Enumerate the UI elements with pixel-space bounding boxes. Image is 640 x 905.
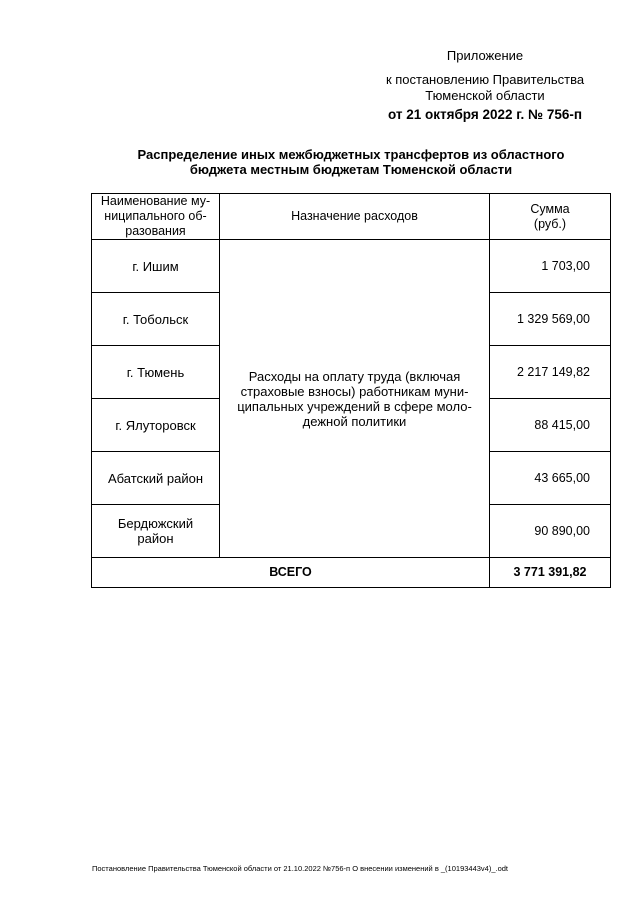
total-sum: 3 771 391,82	[490, 558, 611, 588]
expense-purpose-line3: ципальных учреждений в сфере моло-	[237, 398, 472, 414]
header-purpose: Назначение расходов	[220, 194, 490, 240]
header-sum-line2: (руб.)	[533, 216, 567, 231]
municipality-name: г. Ялуторовск	[92, 399, 220, 452]
appendix-reference-line2: Тюменской области	[425, 88, 545, 103]
expense-purpose-line2: страховые взносы) работникам муни-	[240, 383, 469, 399]
appendix-reference	[340, 72, 630, 104]
document-heading-line2: бюджета местным бюджетам Тюменской области	[189, 162, 513, 177]
sum-value: 88 415,00	[490, 399, 611, 452]
sum-value: 2 217 149,82	[490, 346, 611, 399]
transfers-table	[91, 193, 611, 588]
expense-purpose	[220, 240, 490, 558]
total-label: ВСЕГО	[92, 558, 490, 588]
header-municipality-line1: Наименование му-	[100, 194, 211, 208]
header-sum-line1: Сумма	[530, 201, 570, 216]
table-row	[92, 240, 611, 293]
appendix-date: от 21 октября 2022 г. № 756-п	[387, 107, 583, 122]
municipality-name: г. Тюмень	[92, 346, 220, 399]
document-heading-line1: Распределение иных межбюджетных трансфертов из областного	[137, 147, 565, 162]
header-municipality-line2: ниципального об-	[104, 209, 207, 223]
expense-purpose-line1: Расходы на оплату труда (включая	[248, 368, 461, 384]
page-footer: Постановление Правительства Тюменской области от 21.10.2022 №756-п О внесении изменений в _(10193443v4)_.odt	[92, 864, 509, 873]
appendix-title: Приложение	[446, 48, 524, 63]
municipality-name-line1: Бердюжский	[117, 516, 194, 531]
document-heading	[92, 147, 610, 177]
header-municipality-line3: разования	[125, 224, 186, 238]
header-sum	[490, 194, 611, 240]
municipality-name-line2: район	[137, 531, 174, 546]
municipality-name: г. Ишим	[92, 240, 220, 293]
municipality-name: Абатский район	[92, 452, 220, 505]
expense-purpose-line4: дежной политики	[302, 413, 407, 429]
total-row	[92, 558, 611, 588]
sum-value: 90 890,00	[490, 505, 611, 558]
appendix-reference-line1: к постановлению Правительства	[385, 72, 585, 87]
municipality-name: г. Тобольск	[92, 293, 220, 346]
sum-value: 1 703,00	[490, 240, 611, 293]
table-header-row	[92, 194, 611, 240]
sum-value: 43 665,00	[490, 452, 611, 505]
municipality-name	[92, 505, 220, 558]
sum-value: 1 329 569,00	[490, 293, 611, 346]
header-municipality	[92, 194, 220, 240]
